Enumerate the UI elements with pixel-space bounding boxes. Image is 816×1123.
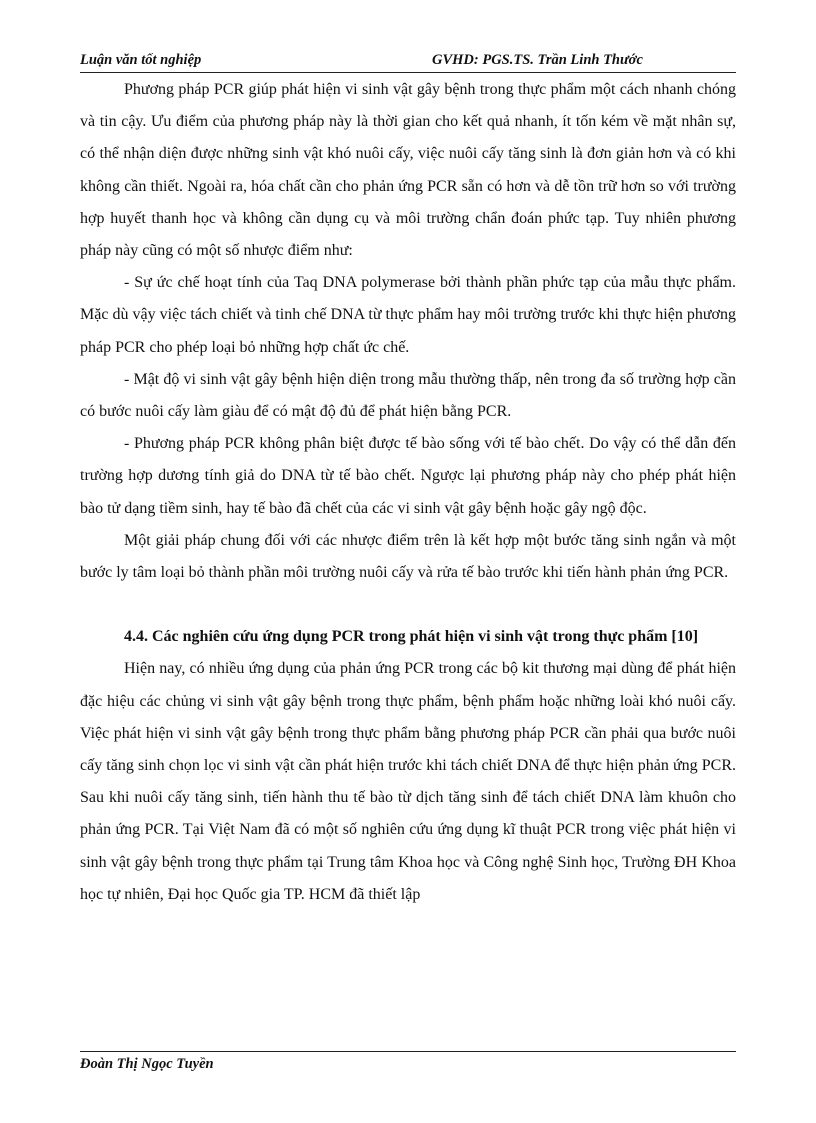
header-supervisor: GVHD: PGS.TS. Trần Linh Thước — [432, 52, 643, 68]
page-header — [80, 52, 736, 72]
header-rule — [80, 72, 736, 73]
section-heading: 4.4. Các nghiên cứu ứng dụng PCR trong phát hiện vi sinh vật trong thực phẩm [10] — [124, 628, 699, 646]
section-spacer — [80, 589, 736, 621]
paragraph-disadvantage-2: - Mật độ vi sinh vật gây bệnh hiện diện trong mẫu thường thấp, nên trong đa số trường hợp cần có bước nuôi cấy làm giàu để có mật độ đủ để phát hiện bằng PCR. — [80, 370, 736, 421]
paragraph-applications: Hiện nay, có nhiều ứng dụng của phản ứng PCR trong các bộ kit thương mại dùng để phát hiện đặc hiệu các chủng vi sinh vật gây bệnh trong thực phẩm, bệnh phẩm hoặc những loài khó nuôi cấy. Việc phát hiện vi sinh vật gây bệnh trong thực phẩm bằng phương pháp PCR cần phải qua bước nuôi cấy tăng sinh chọn lọc vi sinh vật cần phát hiện trước khi tách chiết DNA để thực hiện phản ứng PCR. Sau khi nuôi cấy tăng sinh, tiến hành thu tế bào từ dịch tăng sinh để tách chiết DNA làm khuôn cho phản ứng PCR. Tại Việt Nam đã có một số nghiên cứu ứng dụng kĩ thuật PCR trong việc phát hiện vi sinh vật gây bệnh trong thực phẩm tại Trung tâm Khoa học và Công nghệ Sinh học, Trường ĐH Khoa học tự nhiên, Đại học Quốc gia TP. HCM đã thiết lập — [80, 660, 736, 903]
footer-author: Đoàn Thị Ngọc Tuyền — [80, 1056, 214, 1072]
footer-rule — [80, 1051, 736, 1052]
paragraph-solution: Một giải pháp chung đối với các nhược điểm trên là kết hợp một bước tăng sinh ngắn và một bước ly tâm loại bỏ thành phần môi trường nuôi cấy và rửa tế bào trước khi tiến hành phản ứng PCR. — [80, 531, 736, 582]
paragraph-disadvantage-1: - Sự ức chế hoạt tính của Taq DNA polymerase bởi thành phần phức tạp của mẫu thực phẩm. Mặc dù vậy việc tách chiết và tinh chế DNA từ thực phẩm hay môi trường trước khi thực hiện phương pháp PCR cho phép loại bỏ những hợp chất ức chế. — [80, 274, 736, 356]
header-thesis-label: Luận văn tốt nghiệp — [80, 52, 202, 68]
page-body — [80, 74, 736, 911]
paragraph-pcr-advantages: Phương pháp PCR giúp phát hiện vi sinh vật gây bệnh trong thực phẩm một cách nhanh chóng và tin cậy. Ưu điểm của phương pháp này là thời gian cho kết quả nhanh, ít tốn kém về mặt nhân sự, có thể nhận diện được những sinh vật khó nuôi cấy, việc nuôi cấy tăng sinh là đơn giản hơn và có khi không cần thiết. Ngoài ra, hóa chất cần cho phản ứng PCR sẵn có hơn và dễ tồn trữ hơn so với trường hợp huyết thanh học và không cần dụng cụ và môi trường chẩn đoán phức tạp. Tuy nhiên phương pháp này cũng có một số nhược điểm như: — [80, 81, 736, 260]
paragraph-disadvantage-3: - Phương pháp PCR không phân biệt được tế bào sống với tế bào chết. Do vậy có thể dẫn đến trường hợp dương tính giả do DNA từ tế bào chết. Ngược lại phương pháp này cho phép phát hiện bào tử dạng tiềm sinh, hay tế bào đã chết của các vi sinh vật gây bệnh hoặc gây ngộ độc. — [80, 435, 736, 517]
